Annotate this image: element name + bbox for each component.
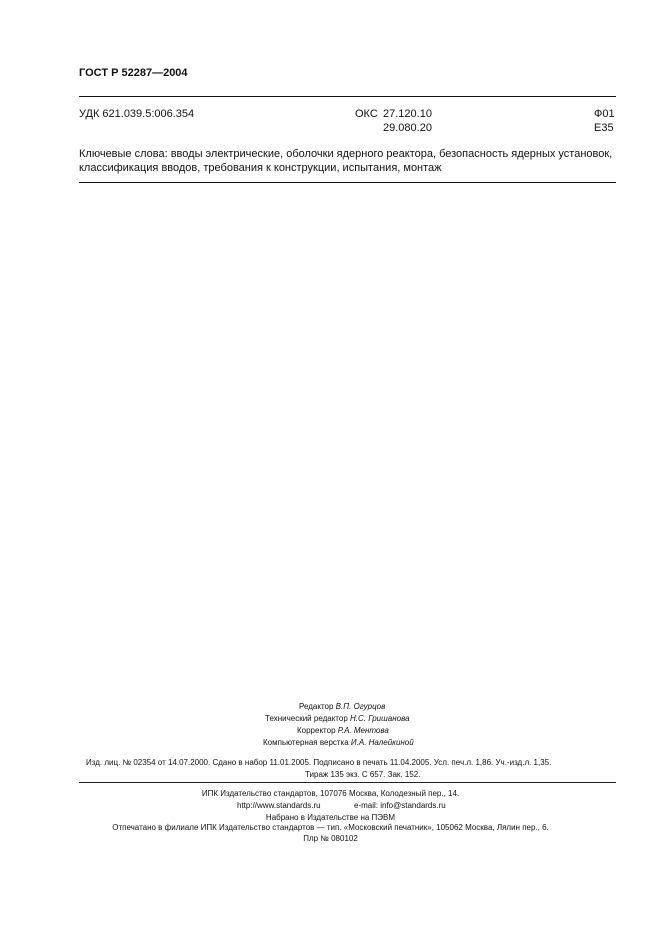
credit-proofreader xyxy=(297,726,389,735)
credit-layout xyxy=(263,738,414,747)
credit-name: В.П. Огурцов xyxy=(335,702,386,711)
publisher-line-1: ИПК Издательство стандартов, 107076 Москва, Колодезный пер., 14. xyxy=(201,789,460,798)
oks-label: ОКС xyxy=(355,108,378,120)
print-info-line-1: Изд. лиц. № 02354 от 14.07.2000. Сдано в набор 11.01.2005. Подписано в печать 11.04.2005. Усл. печ.л. 1,86. Уч.-изд.л. 1,35. xyxy=(86,758,552,767)
credit-role: Редактор xyxy=(299,702,336,711)
credit-name: Н.С. Гришанова xyxy=(350,714,410,723)
code-right-1: Ф01 xyxy=(594,108,615,120)
credit-tech-editor xyxy=(265,714,410,723)
credit-name: И.А. Налейкиной xyxy=(350,738,414,747)
credit-name: Р.А. Ментова xyxy=(337,726,389,735)
udk-code: УДК 621.039.5:006.354 xyxy=(79,108,195,120)
keywords-line-2: классификация вводов, требования к конструкции, испытания, монтаж xyxy=(79,162,442,174)
credit-role: Технический редактор xyxy=(265,714,350,723)
credit-role: Компьютерная верстка xyxy=(263,738,351,747)
publisher-line-4: Отпечатано в филиале ИПК Издательство стандартов — тип. «Московский печатник», 105062 Москва, Лялин пер., 6. xyxy=(112,823,549,832)
publisher-email: e-mail: info@standards.ru xyxy=(354,801,446,810)
credit-role: Корректор xyxy=(297,726,338,735)
publisher-line-3: Набрано в Издательстве на ПЭВМ xyxy=(265,813,396,822)
document-code: ГОСТ Р 52287—2004 xyxy=(79,67,188,79)
oks-code-2: 29.080.20 xyxy=(383,122,432,134)
print-info-line-2: Тираж 135 экз. С 657. Зак. 152. xyxy=(305,770,421,779)
publisher-line-5: Плр № 080102 xyxy=(303,834,358,843)
top-rule xyxy=(79,96,616,97)
oks-code-1: 27.120.10 xyxy=(383,108,432,120)
code-right-2: Е35 xyxy=(594,122,614,134)
publisher-rule xyxy=(79,782,616,783)
publisher-url: http://www.standards.ru xyxy=(237,801,321,810)
keywords-rule xyxy=(79,182,616,183)
credit-editor xyxy=(299,702,385,711)
keywords-line-1: Ключевые слова: вводы электрические, оболочки ядерного реактора, безопасность ядерных установок, xyxy=(79,148,613,160)
